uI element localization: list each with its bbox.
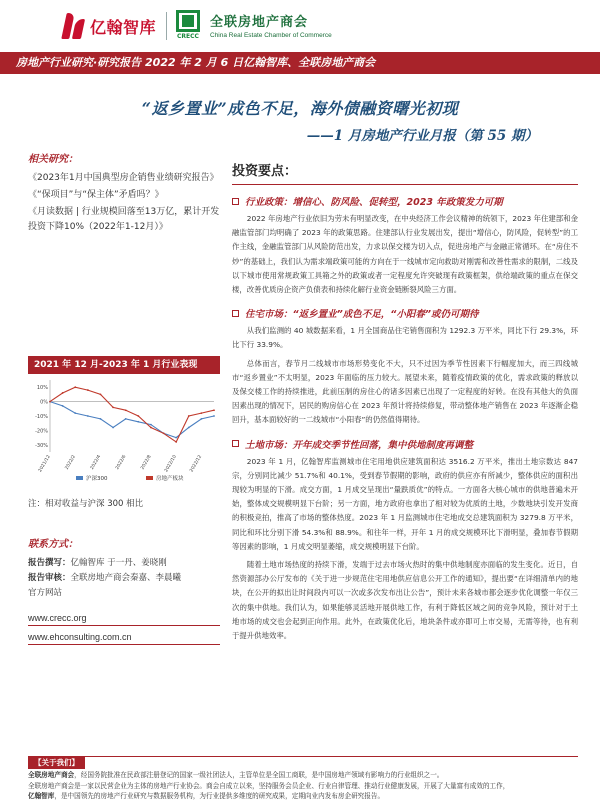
author-line [28,556,220,571]
chart-note: 注：相对收益与沪深 300 相比 [28,499,144,509]
data-point [200,418,202,420]
author-value: 亿翰智库 于一丹、姜晓刚 [70,558,167,568]
legend-swatch [76,476,83,480]
site-divider [28,625,220,626]
x-tick-label: 2022/12 [189,454,204,474]
chart-title: 2021 年 12 月-2023 年 1 月行业表现 [28,356,220,374]
about-us-box [28,756,578,800]
x-tick-label: 2022/2 [64,454,77,471]
legend-swatch [146,476,153,480]
data-point [74,412,76,414]
series-line [50,387,214,442]
about-eh-text: ，是中国领先的房地产行业研究与数据服务机构，为行业提供多维度的研究成果，定期向业内发布房企研究报告。 [54,792,385,800]
wechat-label: 官方网站 [28,588,63,598]
x-tick-label: 2022/4 [89,454,103,471]
legend-label: 沪深300 [86,476,108,482]
investment-highlights [232,160,578,643]
about-line-1 [28,770,578,780]
report-banner: 房地产行业研究·研究报告 2022 年 2 月 6 日亿翰智库、全联房地产商会 [0,52,600,74]
crecc-brand-en: China Real Estate Chamber of Commerce [210,32,332,39]
section-title: 土地市场：开年成交季节性回落，集中供地制度再调整 [245,439,474,451]
housing-section-heading [232,306,578,320]
series-line [50,402,214,438]
related-heading: 相关研究： [28,154,78,165]
paragraph: 总体而言，春节月二线城市市场形势变化不大，只不过因为季节性因素下行幅度加大，而三四线城市“返乡置业”不太明显，2023 年面临的压力较大。展望未来，随着疫情政策的优化，需求政策的释放以及保交楼工作的持续推进，此前压制的房住心的诸多因素已出现了一定程度的好转。在没有其他大的负面因素出现的情况下，居民的购房信心在 2023 年预计将持续修复，带动整体地产销售在 2023 年逐渐企稳回升，基本面较好的一二线城市“小阳春”的仍然值得期待。 [232,358,578,425]
data-point [125,409,127,411]
data-point [200,412,202,414]
highlights-divider [232,184,578,185]
x-tick-label: 2021/12 [38,454,52,474]
logo-divider [166,12,167,40]
data-point [100,394,102,396]
data-point [62,405,64,407]
about-crecc-name: 全联房地产商会 [28,771,75,779]
review-line [28,571,220,586]
data-point [188,415,190,417]
contact-info [28,535,220,651]
data-point [74,386,76,388]
bullet-square-icon [232,310,239,317]
y-tick-label: -10% [35,414,48,420]
ehconsulting-brand-text: 亿翰智库 [90,17,157,37]
y-tick-label: 0% [40,399,48,406]
data-point [112,406,114,408]
crecc-logo-icon [172,8,204,42]
crecc-mark-label: CRECC [177,33,199,40]
paragraph: 2023 年 1 月，亿翰智库监测城市住宅用地供应建筑面积达 3516.2 万平米，推出土地宗数达 847 宗，分别同比减少 51.7%和 40.1%，受到春节假期的影响，政府的供应亦有所减少，整体供应的面积出现较为明显的下滑。成交方面，1 月成交呈现出“量跌质优”的特点。一方面各大核心城市的供地普遍未开始，整体成交规模明显下台阶；另一方面，地方政府也拿出了相对较为优质的土地，少数地块引发开发商的积极竞拍，推高了市场的整体热度。2023 年 1 月监测城市住宅地成交总建筑面积为 3279.8 万平米，同比和环比分别下滑 54.3%和 88.9%。和往年一样，开年 1 月的成交规模环比下滑明显，叠加春节假期等因素的影响，1 月成交明显萎缩，成交规模明显下台阶。 [232,456,578,551]
section-title: 住宅市场：“返乡置业”成色不足，“小阳春”或仍可期待 [245,309,479,321]
about-crecc-text: ，经国务院批准在民政部注册登记的国家一级社团法人，主管单位是全国工商联，是中国房地产领域有影响力的行业组织之一。 [74,771,444,779]
paragraph: 随着土地市场热度的持续下滑，发端于过去市场火热时的集中供地制度亦面临的发生变化。近日，自然资源部办公厅发布的《关于进一步规范住宅用地供应信息公开工作的通知》，提出要“在详细清单内的地块，在公开的拟出让时间段内可以一次或多次发布出让公告”，预计未来各城市都会逐步优化调整一年仅三次的集中供地。我们认为，如果能够灵活地开展供地工作，有利于降低区域之间的竞争风险，预计对于土地市场的成交也会起到正向作用。此外，在政策优化后，地块条件或亦即可上市交易，无需等待，也有利于提升供地效率。 [232,560,578,641]
page-header [0,0,600,52]
about-us-tag: 【关于我们】 [28,756,85,769]
report-title: “返乡置业”成色不足，海外债融资曙光初现 [141,99,459,118]
data-point [175,441,177,443]
data-point [150,427,152,429]
review-value: 全联房地产商会秦嘉、李晨曦 [70,573,182,583]
related-list [28,171,220,235]
report-subtitle: ——1 月房地产行业月报（第 55 期） [306,128,538,144]
paragraph: 2022 年房地产行业依旧为劳未有明显改变，在中央经济工作会议精神的统领下，2023 年住建部和金融监管部门均明确了 2023 年的政策思路。住建部认行业发展出发，提出“增信心，防风险，促转型”的工作主线，金融监管部门从风险防范出发，力求以保交楼为切入点，促进房地产与金融正常循环。在“房住不炒”的基础上，我们认为需求端政策可能的方向在于一线城市定向救助对刚需和改善性需求的限制，二线及以下城市使用常规政策工具箱之外的政策或者一定程度允许突破现有政策框架，供给端政策的重点在保交楼，改善优质房企资产负债表和持续化解行业资金链断裂风险三方面。 [232,214,578,295]
about-line-3 [28,791,578,800]
chart-svg [28,374,220,486]
data-point [137,415,139,417]
related-research [28,150,220,237]
data-point [150,424,152,426]
about-eh-name: 亿翰智库 [28,792,55,800]
related-item[interactable]: 《月读数据 | 行业规模回落至13万亿，累计开发投资下降10%（2022年1-12月）》 [28,207,220,232]
x-tick-label: 2022/6 [115,454,128,471]
legend-label: 房地产板块 [156,476,184,482]
data-point [137,421,139,423]
data-point [213,415,215,417]
crecc-brand-cn: 全联房地产商会 [210,15,309,30]
data-point [87,415,89,417]
policy-section-heading [232,194,578,208]
data-point [188,427,190,429]
data-point [62,392,64,394]
y-tick-label: 10% [36,385,48,392]
crecc-logo [172,8,332,42]
review-label: 报告审核： [28,573,71,583]
data-point [175,437,177,439]
data-point [163,432,165,434]
highlights-heading: 投资要点： [232,164,298,179]
crecc-website-link[interactable]: www.crecc.org [28,613,87,623]
ehconsulting-logo [62,8,156,44]
paragraph: 从我们监测的 40 城数据来看，1 月全国商品住宅销售面积为 1292.3 万平米，同比下行 29.3%，环比下行 33.9%。 [232,326,578,350]
data-point [100,418,102,420]
section-title: 行业政策：增信心、防风险、促转型，2023 年政策发力可期 [245,197,503,208]
land-section-heading [232,437,578,451]
y-tick-label: -20% [35,428,48,435]
industry-performance-chart [28,356,220,486]
bullet-square-icon [232,440,239,447]
contact-heading: 联系方式： [28,539,78,550]
site-divider [28,644,220,645]
y-tick-label: -30% [35,442,48,449]
bullet-square-icon [232,198,239,205]
x-tick-label: 2022/8 [140,454,153,471]
ehconsulting-logo-icon [62,11,86,41]
ehconsulting-website-link[interactable]: www.ehconsulting.com.cn [28,632,132,642]
author-label: 报告撰写： [28,558,71,568]
data-point [49,401,51,403]
data-point [125,418,127,420]
data-point [87,389,89,391]
x-tick-label: 2022/10 [164,454,178,474]
about-line-2: 全联房地产商会是一家以民营企业为主体的房地产行业协会。商会自成立以来，坚持服务会员企业、行业自律管理、推动行业健康发展，开展了大量富有成效的工作， [28,782,510,790]
related-item[interactable]: 《“保项目”与“保主体”矛盾吗？》 [28,190,164,200]
data-point [112,427,114,429]
data-point [213,409,215,411]
related-item[interactable]: 《2023年1月中国典型房企销售业绩研究报告》 [28,173,219,183]
